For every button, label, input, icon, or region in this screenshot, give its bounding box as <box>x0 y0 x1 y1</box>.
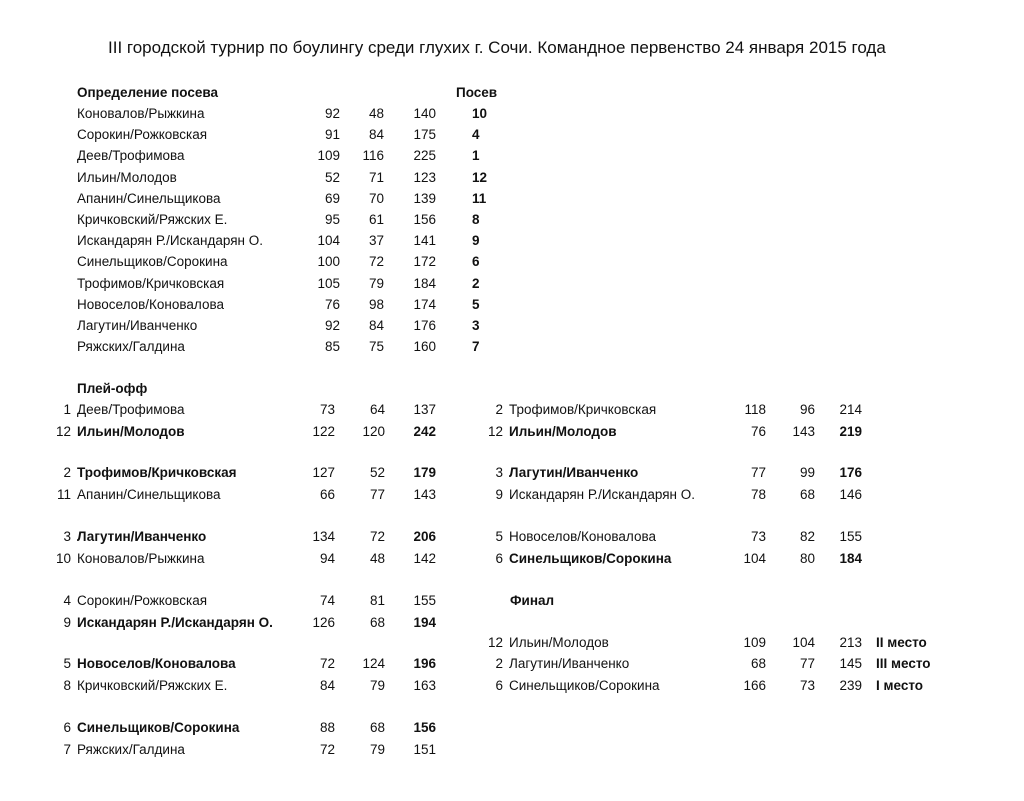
match-game1: 77 <box>750 465 766 480</box>
seeding-game2: 70 <box>368 190 384 206</box>
match-total: 155 <box>839 529 862 544</box>
seeding-game1: 76 <box>324 296 340 312</box>
match-total: 194 <box>413 614 436 630</box>
final-total: 239 <box>839 677 862 693</box>
match-game2: 143 <box>792 423 815 439</box>
match-team: Кричковский/Ряжских Е. <box>77 677 228 693</box>
match-total: 146 <box>839 486 862 502</box>
match-team: Синельщиков/Сорокина <box>77 720 240 735</box>
match-seed: 3 <box>63 529 71 544</box>
seeding-game1: 100 <box>317 254 340 270</box>
match-team: Деев/Трофимова <box>77 402 185 417</box>
final-total: 213 <box>839 635 862 650</box>
seeding-seed: 12 <box>472 169 488 185</box>
final-game2: 77 <box>799 656 815 672</box>
match-game2: 124 <box>362 656 385 671</box>
seeding-team: Синельщиков/Сорокина <box>77 254 228 270</box>
match-game1: 76 <box>750 423 766 439</box>
seeding-team: Искандарян Р./Искандарян О. <box>77 233 263 249</box>
match-seed: 2 <box>495 402 503 417</box>
final-total: 145 <box>839 656 862 672</box>
seeding-game1: 92 <box>324 106 340 121</box>
seeding-game2: 79 <box>368 275 384 291</box>
seeding-seed: 5 <box>472 296 480 312</box>
match-team: Коновалов/Рыжкина <box>77 550 205 566</box>
match-game2: 68 <box>369 614 385 630</box>
final-seed: 6 <box>495 677 503 693</box>
match-game1: 84 <box>319 677 335 693</box>
match-seed: 11 <box>56 486 71 502</box>
seeding-team: Апанин/Синельщикова <box>77 190 221 206</box>
match-team: Новоселов/Коновалова <box>509 529 656 544</box>
seeding-game1: 91 <box>324 127 340 143</box>
match-total: 156 <box>413 720 436 735</box>
seeding-game2: 116 <box>362 148 384 164</box>
match-game1: 72 <box>319 656 335 671</box>
seeding-team: Сорокин/Рожковская <box>77 127 208 143</box>
seeding-game2: 71 <box>368 169 384 185</box>
match-game1: 94 <box>319 550 335 566</box>
match-seed: 9 <box>495 486 503 502</box>
seeding-seed: 4 <box>472 127 480 143</box>
match-team: Лагутин/Иванченко <box>77 529 207 544</box>
seeding-seed: 2 <box>472 275 480 291</box>
seeding-game2: 48 <box>368 106 384 121</box>
match-team: Новоселов/Коновалова <box>77 656 236 671</box>
seeding-seed: 11 <box>472 190 487 206</box>
match-game1: 88 <box>319 720 335 735</box>
match-seed: 4 <box>63 593 71 608</box>
match-seed: 12 <box>487 423 503 439</box>
seeding-total: 123 <box>413 169 436 185</box>
match-seed: 7 <box>63 741 71 757</box>
seeding-seed: 1 <box>472 148 480 164</box>
match-game1: 104 <box>743 550 766 566</box>
seeding-heading: Определение посева <box>77 85 218 100</box>
match-game2: 96 <box>799 402 815 417</box>
seeding-team: Трофимов/Кричковская <box>77 275 225 291</box>
match-game1: 134 <box>312 529 335 544</box>
seeding-team: Новоселов/Коновалова <box>77 296 224 312</box>
final-place: II место <box>876 635 927 650</box>
final-game1: 109 <box>743 635 766 650</box>
match-team: Синельщиков/Сорокина <box>509 550 672 566</box>
match-game2: 80 <box>799 550 815 566</box>
final-team: Синельщиков/Сорокина <box>509 677 660 693</box>
seeding-total: 225 <box>413 148 436 164</box>
match-seed: 8 <box>63 677 71 693</box>
match-total: 142 <box>413 550 436 566</box>
match-seed: 3 <box>495 465 503 480</box>
match-total: 219 <box>839 423 862 439</box>
seeding-total: 174 <box>413 296 436 312</box>
match-game1: 78 <box>750 486 766 502</box>
final-seed: 12 <box>487 635 503 650</box>
match-seed: 10 <box>55 550 71 566</box>
match-total: 151 <box>413 741 436 757</box>
match-total: 137 <box>413 402 436 417</box>
match-game1: 66 <box>319 486 335 502</box>
final-heading: Финал <box>510 593 555 608</box>
match-game2: 64 <box>369 402 385 417</box>
seeding-game1: 52 <box>324 169 340 185</box>
match-game1: 73 <box>750 529 766 544</box>
match-seed: 2 <box>63 465 71 480</box>
seeding-game2: 98 <box>368 296 384 312</box>
match-game1: 74 <box>319 593 335 608</box>
match-game1: 72 <box>319 741 335 757</box>
seeding-team: Деев/Трофимова <box>77 148 185 164</box>
seeding-total: 141 <box>413 233 436 249</box>
seeding-game2: 84 <box>368 127 384 143</box>
seeding-game2: 61 <box>368 212 384 227</box>
playoff-heading: Плей-офф <box>77 381 148 396</box>
match-team: Сорокин/Рожковская <box>77 593 208 608</box>
match-total: 206 <box>413 529 436 544</box>
match-team: Искандарян Р./Искандарян О. <box>77 614 273 630</box>
match-team: Ильин/Молодов <box>77 423 185 439</box>
match-total: 163 <box>413 677 436 693</box>
final-game2: 73 <box>799 677 815 693</box>
match-team: Апанин/Синельщикова <box>77 486 221 502</box>
match-team: Ильин/Молодов <box>509 423 617 439</box>
match-game1: 127 <box>312 465 335 480</box>
seeding-game1: 69 <box>324 190 340 206</box>
seeding-game1: 109 <box>317 148 340 164</box>
seeding-game1: 104 <box>317 233 340 249</box>
match-seed: 12 <box>55 423 71 439</box>
seeding-total: 139 <box>413 190 436 206</box>
seeding-team: Лагутин/Иванченко <box>77 318 198 333</box>
final-game1: 68 <box>750 656 766 672</box>
match-game2: 99 <box>799 465 815 480</box>
match-seed: 6 <box>495 550 503 566</box>
page-title: III городской турнир по боулингу среди глухих г. Сочи. Командное первенство 24 января 2015 года <box>108 38 886 57</box>
match-game2: 77 <box>369 486 385 502</box>
seeding-game2: 72 <box>368 254 384 270</box>
match-game1: 118 <box>744 402 766 417</box>
match-game1: 73 <box>319 402 335 417</box>
seeding-game1: 105 <box>317 275 340 291</box>
seeding-game2: 84 <box>368 318 384 333</box>
match-total: 214 <box>839 402 862 417</box>
match-team: Лагутин/Иванченко <box>509 465 639 480</box>
seeding-seed: 7 <box>472 339 480 355</box>
final-team: Ильин/Молодов <box>509 635 609 650</box>
match-game1: 122 <box>312 423 335 439</box>
match-total: 155 <box>413 593 436 608</box>
match-seed: 5 <box>63 656 71 671</box>
match-seed: 5 <box>495 529 503 544</box>
seeding-team: Коновалов/Рыжкина <box>77 106 205 121</box>
seeding-game2: 75 <box>368 339 384 355</box>
match-game2: 82 <box>799 529 815 544</box>
seeding-team: Ряжских/Галдина <box>77 339 185 355</box>
seeding-seed: 6 <box>472 254 480 270</box>
match-game2: 68 <box>799 486 815 502</box>
seeding-total: 184 <box>413 275 436 291</box>
match-total: 242 <box>413 423 436 439</box>
seeding-game1: 92 <box>324 318 340 333</box>
seeding-total: 160 <box>413 339 436 355</box>
seeding-total: 156 <box>413 212 436 227</box>
final-game1: 166 <box>743 677 766 693</box>
seeding-total: 175 <box>413 127 436 143</box>
seeding-total: 140 <box>413 106 436 121</box>
match-total: 196 <box>413 656 436 671</box>
seeding-game1: 85 <box>324 339 340 355</box>
match-team: Искандарян Р./Искандарян О. <box>509 486 695 502</box>
final-team: Лагутин/Иванченко <box>509 656 630 672</box>
match-total: 176 <box>839 465 862 480</box>
final-seed: 2 <box>495 656 503 672</box>
final-place: III место <box>876 656 931 672</box>
final-game2: 104 <box>792 635 815 650</box>
seeding-seed: 9 <box>472 233 480 249</box>
match-team: Ряжских/Галдина <box>77 741 185 757</box>
match-game2: 52 <box>369 465 385 480</box>
seeding-seed: 3 <box>472 318 480 333</box>
match-total: 184 <box>839 550 862 566</box>
match-game2: 68 <box>369 720 385 735</box>
seeding-total: 172 <box>413 254 436 270</box>
final-place: I место <box>876 677 924 693</box>
match-total: 143 <box>413 486 436 502</box>
match-game1: 126 <box>312 614 335 630</box>
match-seed: 1 <box>63 402 71 417</box>
seeding-seed: 8 <box>472 212 480 227</box>
match-seed: 6 <box>63 720 71 735</box>
match-total: 179 <box>413 465 436 480</box>
match-game2: 81 <box>369 593 385 608</box>
seeding-game2: 37 <box>368 233 384 249</box>
seeding-seed: 10 <box>472 106 488 121</box>
match-team: Трофимов/Кричковская <box>509 402 657 417</box>
match-seed: 9 <box>63 614 71 630</box>
match-game2: 120 <box>362 423 385 439</box>
match-game2: 79 <box>369 677 385 693</box>
match-game2: 79 <box>369 741 385 757</box>
seeding-game1: 95 <box>324 212 340 227</box>
seeding-total: 176 <box>413 318 436 333</box>
match-game2: 48 <box>369 550 385 566</box>
seeding-team: Кричковский/Ряжских Е. <box>77 212 228 227</box>
seed-column-header: Посев <box>456 85 498 100</box>
seeding-team: Ильин/Молодов <box>77 169 177 185</box>
match-team: Трофимов/Кричковская <box>77 465 237 480</box>
match-game2: 72 <box>369 529 385 544</box>
